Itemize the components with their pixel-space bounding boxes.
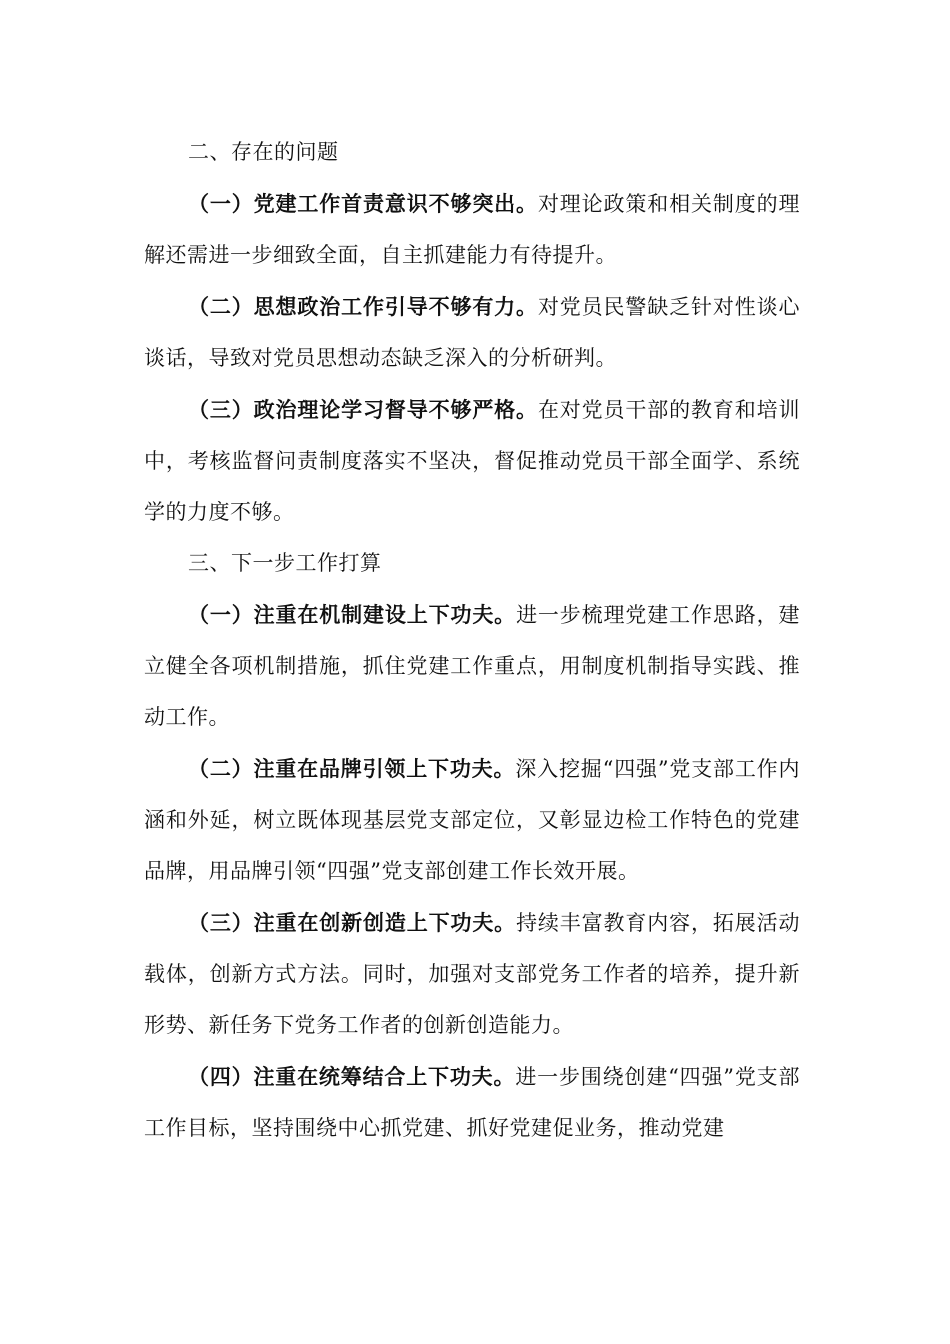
paragraph-body: 进一步围绕创建“四强”党支部工作目标，坚持围绕中心抓党建、抓好党建促业务，推动党建 (144, 1065, 801, 1140)
paragraph-body: 进一步梳理党建工作思路，建立健全各项机制措施，抓住党建工作重点，用制度机制指导实践、推动工作。 (144, 603, 801, 729)
paragraph-lead: （三）注重在创新创造上下功夫。 (188, 910, 517, 935)
paragraph-body: 在对党员干部的教育和培训中，考核监督问责制度落实不坚决，督促推动党员干部全面学、系统学的力度不够。 (144, 398, 801, 524)
paragraph-body: 深入挖掘“四强”党支部工作内涵和外延，树立既体现基层党支部定位，又彰显边检工作特色的党建品牌，用品牌引领“四强”党支部创建工作长效开展。 (144, 757, 801, 883)
paragraph-lead: （三）政治理论学习督导不够严格。 (188, 397, 538, 422)
paragraph-body: 持续丰富教育内容，拓展活动载体，创新方式方法。同时，加强对支部党务工作者的培养，提升新形势、新任务下党务工作者的创新创造能力。 (144, 911, 801, 1037)
paragraph-plan-1 (144, 589, 800, 743)
paragraph-problem-1 (144, 178, 800, 281)
section-heading-problems: 二、存在的问题 (188, 140, 339, 164)
paragraph-plan-2 (144, 743, 800, 897)
paragraph-body: 对党员民警缺乏针对性谈心谈话，导致对党员思想动态缺乏深入的分析研判。 (144, 295, 801, 370)
paragraph-lead: （二）思想政治工作引导不够有力。 (188, 294, 538, 319)
paragraph-plan-4 (144, 1051, 800, 1154)
paragraph-lead: （四）注重在统筹结合上下功夫。 (188, 1064, 516, 1089)
paragraph-lead: （二）注重在品牌引领上下功夫。 (188, 756, 516, 781)
paragraph-plan-3 (144, 897, 800, 1051)
document-body (144, 127, 800, 1154)
paragraph-problem-3 (144, 384, 800, 538)
section-heading-next-steps: 三、下一步工作打算 (188, 551, 382, 575)
paragraph-problem-2 (144, 281, 800, 384)
paragraph-lead: （一）注重在机制建设上下功夫。 (188, 602, 517, 627)
paragraph-lead: （一）党建工作首责意识不够突出。 (188, 191, 538, 216)
paragraph-body: 对理论政策和相关制度的理解还需进一步细致全面，自主抓建能力有待提升。 (144, 192, 801, 267)
